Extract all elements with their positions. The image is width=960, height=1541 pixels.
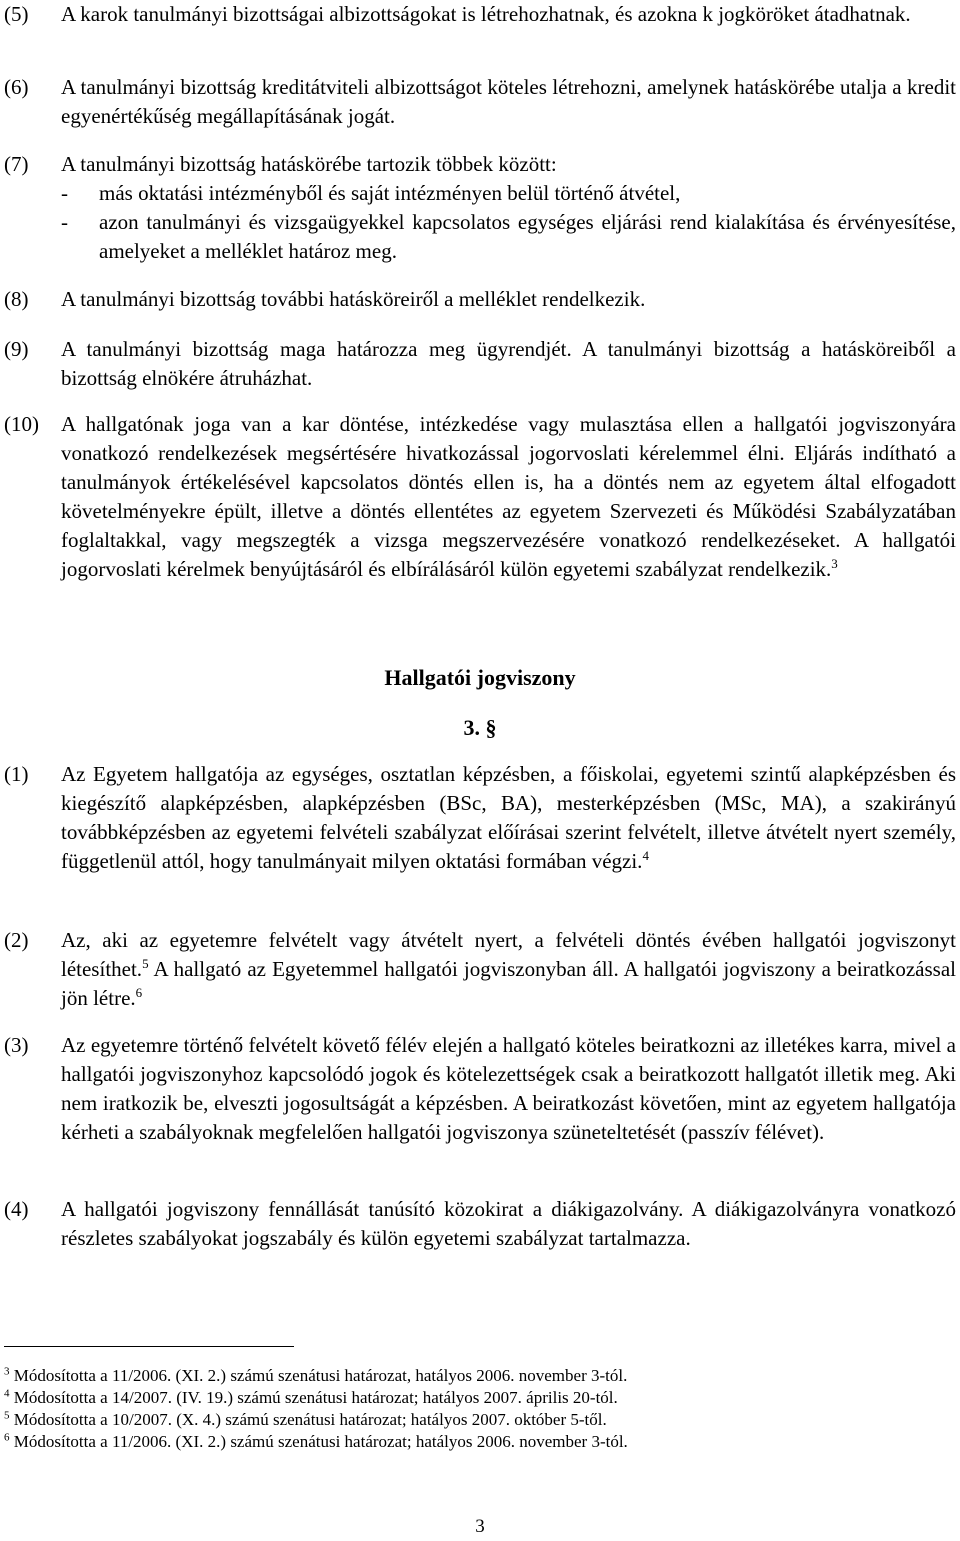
paragraph-text: A karok tanulmányi bizottságai albizottságokat is létrehozhatnak, és azokna k jogköröket átadhatnak. (61, 2, 911, 26)
paragraph-number: (10) (4, 412, 39, 436)
page-number: 3 (475, 1516, 485, 1537)
paragraph-6 (4, 73, 956, 131)
paragraph-text: A tanulmányi bizottság maga határozza meg ügyrendjét. A tanulmányi bizottság a hatásköreiből a bizottság elnökére átruházhat. (61, 337, 956, 390)
paragraph-number: (6) (4, 75, 29, 99)
footnote-text: Módosította a 11/2006. (XI. 2.) számú szenátusi határozat, hatályos 2006. november 3-tól. (13, 1366, 628, 1385)
footnote-ref: 3 (831, 556, 838, 571)
footnotes (4, 1365, 944, 1453)
paragraph-text: A hallgatónak joga van a kar döntése, intézkedése vagy mulasztása ellen a hallgatói jogviszonyára vonatkozó rendelkezések megsértésére hivatkozással jogorvoslati kérelemmel élni. Eljárás indítható a tanulmányok értékelésével kapcsolatos döntés ellen is, ha a döntés nem az egyetem által elfogadott követelményekre épült, illetve a döntés ellentétes az egyetem Szervezeti és Működési Szabályzatában foglaltakkal, vagy megszegték a vizsga megszervezésére vonatkozó rendelkezéseket. A hallgatói jogorvoslati kérelmek benyújtásáról és elbírálásáról külön egyetemi szabályzat rendelkezik. (61, 412, 956, 581)
paragraph-number: (7) (4, 152, 29, 176)
footnote-ref: 6 (135, 985, 143, 1000)
paragraph-text: Az egyetemre történő felvételt követő félév elején a hallgató köteles beiratkozni az illetékes karra, mivel a hallgatói jogviszonyhoz kapcsolódó jogok és kötelezettségek csak a beiratkozott hallgatót illetik meg. Aki nem iratkozik be, elveszti jogosultságát a képzésben. A beiratkozást követően, mint az egyetem hallgatója kérheti a szabályoknak megfelelően hallgatói jogviszonya szüneteltetését (passzív félévet). (61, 1033, 956, 1144)
paragraph-8 (4, 285, 956, 314)
paragraph-text: A tanulmányi bizottság hatáskörébe tartozik többek között: (61, 152, 557, 176)
footnote (4, 1365, 944, 1387)
paragraph-text: A tanulmányi bizottság további hatásköreiről a melléklet rendelkezik. (61, 287, 646, 311)
footnote-ref: 5 (142, 956, 149, 971)
paragraph-text: A hallgató az Egyetemmel hallgatói jogviszonyban áll. A hallgatói jogviszony a beiratkozással jön létre. (61, 957, 956, 1010)
footnote (4, 1387, 944, 1409)
paragraph-10 (4, 410, 956, 584)
list-item (61, 179, 956, 208)
footnote-ref: 4 (642, 848, 649, 863)
list-item (61, 208, 956, 266)
list-item-text: más oktatási intézményből és saját intézményen belül történő átvétel, (99, 181, 681, 205)
section-number: 3. § (463, 715, 497, 740)
footnote (4, 1409, 944, 1431)
paragraph-5 (4, 0, 956, 29)
footnote-number: 3 (4, 1365, 10, 1378)
list-item-text: azon tanulmányi és vizsgaügyekkel kapcsolatos egységes eljárási rend kialakítása és érvényesítése, amelyeket a melléklet határoz meg. (99, 210, 956, 263)
paragraph-1 (4, 760, 956, 876)
paragraph-text: Az Egyetem hallgatója az egységes, osztatlan képzésben, a főiskolai, egyetemi szintű alapképzésben és kiegészítő alapképzésben, alapképzésben (BSc, BA), mesterképzésben (MSc, MA), a szakirányú továbbképzésben az egyetemi felvételi szabályzat előírásai szerint felvételt, illetve átvételt nyert személy, függetlenül attól, hogy tanulmányait milyen oktatási formában végzi. (61, 762, 956, 873)
paragraph-3 (4, 1031, 956, 1147)
paragraph-number: (8) (4, 287, 29, 311)
paragraph-text: A hallgatói jogviszony fennállását tanúsító közokirat a diákigazolvány. A diákigazolványra vonatkozó részletes szabályokat jogszabály és külön egyetemi szabályzat tartalmazza. (61, 1197, 956, 1250)
paragraph-7 (4, 150, 956, 266)
paragraph-number: (2) (4, 928, 29, 952)
paragraph-number: (4) (4, 1197, 29, 1221)
paragraph-number: (5) (4, 2, 29, 26)
footnote-text: Módosította a 14/2007. (IV. 19.) számú szenátusi határozat; hatályos 2007. április 20-tól. (13, 1388, 618, 1407)
paragraph-number: (1) (4, 762, 29, 786)
footnote-divider (4, 1346, 294, 1347)
footnote-number: 5 (4, 1409, 10, 1422)
footnote-number: 4 (4, 1387, 10, 1400)
footnote-text: Módosította a 10/2007. (X. 4.) számú szenátusi határozat; hatályos 2007. október 5-től. (13, 1410, 607, 1429)
list-dash: - (61, 181, 68, 205)
paragraph-2 (4, 926, 956, 1013)
list-dash: - (61, 210, 68, 234)
paragraph-4 (4, 1195, 956, 1253)
section-title: Hallgatói jogviszony (384, 665, 576, 690)
paragraph-number: (9) (4, 337, 29, 361)
paragraph-9 (4, 335, 956, 393)
footnote (4, 1431, 944, 1453)
paragraph-text: A tanulmányi bizottság kreditátviteli albizottságot köteles létrehozni, amelynek hatáskörébe utalja a kredit egyenértékűség megállapításának jogát. (61, 75, 956, 128)
footnote-number: 6 (4, 1431, 10, 1444)
paragraph-number: (3) (4, 1033, 29, 1057)
footnote-text: Módosította a 11/2006. (XI. 2.) számú szenátusi határozat; hatályos 2006. november 3-tól. (13, 1432, 628, 1451)
paragraph-text: Az, aki az egyetemre felvételt vagy átvételt nyert, a felvételi döntés évében hallgatói jogviszonyt létesíthet. (61, 928, 956, 981)
